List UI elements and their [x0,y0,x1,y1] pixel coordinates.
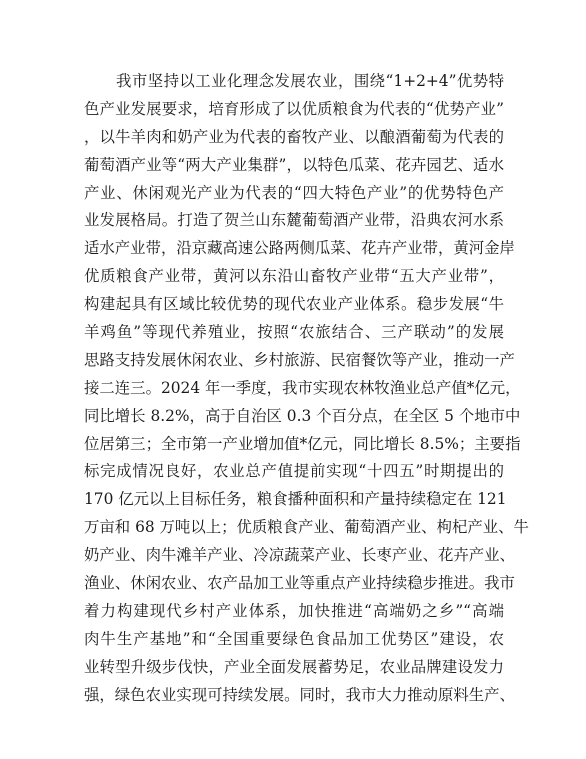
text-line: 着力构建现代乡村产业体系，加快推进“高端奶之乡”“高端 [84,601,504,620]
text-line: 标完成情况良好，农业总产值提前实现“十四五”时期提出的 [84,462,504,481]
text-line: 肉牛生产基地”和“全国重要绿色食品加工优势区”建设，农 [84,629,504,648]
text-line: 适水产业带，沿京藏高速公路两侧瓜菜、花卉产业带，黄河金岸 [84,239,515,258]
text-line: 接二连三。2024 年一季度，我市实现农林牧渔业总产值*亿元， [84,378,521,397]
text-line: 万亩和 68 万吨以上；优质粮食产业、葡萄酒产业、枸杞产业、牛 [84,518,529,537]
text-line: 色产业发展要求，培育形成了以优质粮食为代表的“优势产业” [84,99,504,118]
text-line: 思路支持发展休闲农业、乡村旅游、民宿餐饮等产业，推动一产 [84,350,515,369]
text-line: 我市坚持以工业化理念发展农业，围绕“1+2+4”优势特 [116,72,504,90]
text-line: 产业、休闲观光产业为代表的“四大特色产业”的优势特色产 [84,183,504,202]
body-paragraph [84,68,529,709]
text-line: 同比增长 8.2%，高于自治区 0.3 个百分点，在全区 5 个地市中 [84,406,521,425]
text-line: 葡萄酒产业等“两大产业集群”，以特色瓜菜、花卉园艺、适水 [84,155,504,174]
text-line: 羊鸡鱼”等现代养殖业，按照“农旅结合、三产联动”的发展 [84,323,504,342]
text-line: 强，绿色农业实现可持续发展。同时，我市大力推动原料生产、 [84,685,515,704]
text-line: 奶产业、肉牛滩羊产业、冷凉蔬菜产业、长枣产业、花卉产业、 [84,546,515,565]
text-line: 业转型升级步伐快，产业全面发展蓄势足，农业品牌建设发力 [84,657,504,676]
text-line: 170 亿元以上目标任务，粮食播种面积和产量持续稳定在 121 [84,490,507,509]
text-line: 渔业、休闲农业、农产品加工业等重点产业持续稳步推进。我市 [84,574,515,593]
text-line: 业发展格局。打造了贺兰山东麓葡萄酒产业带，沿典农河水系 [84,211,504,230]
text-line: ，以牛羊肉和奶产业为代表的畜牧产业、以酿酒葡萄为代表的 [84,127,504,146]
text-line: 优质粮食产业带，黄河以东沿山畜牧产业带“五大产业带”， [84,267,504,286]
text-line: 位居第三；全市第一产业增加值*亿元，同比增长 8.5%；主要指 [84,434,521,453]
text-line: 构建起具有区域比较优势的现代农业产业体系。稳步发展“牛 [84,295,504,314]
